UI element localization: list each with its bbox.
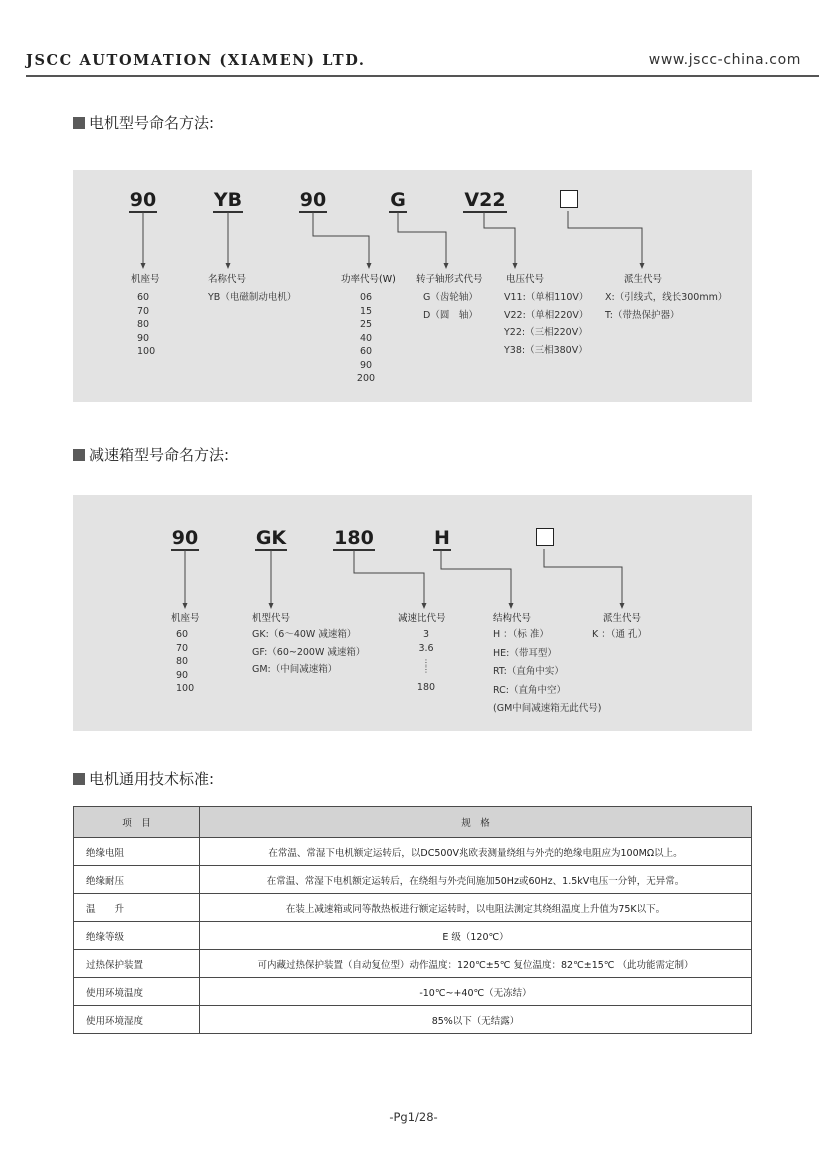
list-item: HE:（带耳型） bbox=[493, 647, 557, 659]
list-item: 200 bbox=[356, 373, 376, 384]
list-item: 70 bbox=[137, 305, 150, 317]
column-header-spec: 规 格 bbox=[200, 807, 752, 838]
list-item: GM:（中间减速箱） bbox=[252, 664, 338, 675]
motor-spec-table bbox=[73, 806, 752, 1034]
list-item: RT:（直角中实） bbox=[493, 666, 564, 677]
list-item: RC:（直角中空） bbox=[493, 684, 566, 696]
gearbox-code-type: GK bbox=[255, 527, 287, 549]
list-item: G（齿轮轴） bbox=[423, 292, 478, 303]
table-row bbox=[74, 950, 752, 978]
row-item: 绝缘等级 bbox=[74, 922, 200, 950]
list-item: V22:（单相220V） bbox=[504, 309, 589, 321]
list-item: (GM中间减速箱无此代号) bbox=[493, 703, 602, 714]
gearbox-code-frame: 90 bbox=[171, 527, 199, 549]
table-row bbox=[74, 866, 752, 894]
row-spec: -10℃~+40℃（无冻结） bbox=[200, 978, 752, 1006]
list-item: 90 bbox=[176, 669, 189, 681]
gearbox-code-structure: H bbox=[434, 527, 450, 549]
list-item: YB（电磁制动电机） bbox=[208, 292, 297, 303]
gear-derivative-value-list bbox=[592, 628, 647, 642]
label-gear-frame-number: 机座号 bbox=[171, 613, 200, 624]
list-item: X:（引线式，线长300mm） bbox=[605, 292, 728, 303]
list-item: 90 bbox=[137, 332, 150, 344]
gear-structure-value-list bbox=[493, 628, 601, 716]
table-row bbox=[74, 1006, 752, 1034]
square-bullet-icon bbox=[73, 773, 85, 785]
motor-spec-heading bbox=[73, 768, 214, 789]
ellipsis-vertical-icon: ⋮ ⋮ bbox=[422, 658, 430, 674]
label-name-code: 名称代号 bbox=[208, 274, 247, 285]
gearbox-code-ratio: 180 bbox=[334, 527, 374, 549]
company-name: JSCC AUTOMATION (XIAMEN) LTD. bbox=[26, 52, 366, 69]
list-item: 90 bbox=[359, 359, 373, 371]
list-item: Y38:（三相380V） bbox=[504, 344, 588, 356]
table-row bbox=[74, 978, 752, 1006]
list-item: 60 bbox=[359, 346, 373, 357]
list-item: D（圆 轴） bbox=[423, 309, 478, 321]
website-url: www.jscc-china.com bbox=[648, 52, 801, 68]
list-item: V11:（单相110V） bbox=[504, 292, 589, 303]
list-item: 40 bbox=[359, 332, 373, 344]
list-item: 180 bbox=[416, 682, 436, 693]
list-item: 06 bbox=[359, 292, 373, 303]
motor-naming-title: 电机型号命名方法: bbox=[89, 114, 215, 132]
row-item: 过热保护装置 bbox=[74, 950, 200, 978]
list-item: GF:（60~200W 减速箱） bbox=[252, 646, 366, 658]
list-item: 15 bbox=[359, 305, 373, 317]
label-gear-structure-code: 结构代号 bbox=[493, 613, 532, 624]
label-shaft-code: 转子轴形式代号 bbox=[416, 274, 483, 285]
page-number: -Pg1/28- bbox=[389, 1110, 438, 1124]
table-header-row bbox=[74, 807, 752, 838]
row-spec: 在常温、常湿下电机额定运转后，以DC500V兆欧表测量绕组与外壳的绝缘电阻应为100MΩ以上。 bbox=[200, 838, 752, 866]
row-spec: E 级（120℃） bbox=[200, 922, 752, 950]
row-item: 绝缘耐压 bbox=[74, 866, 200, 894]
list-item: H ：（标 准） bbox=[493, 629, 549, 640]
label-power-code: 功率代号(W) bbox=[341, 274, 396, 285]
list-item: 80 bbox=[137, 319, 150, 330]
motor-code-power: 90 bbox=[299, 189, 327, 211]
row-spec: 可内藏过热保护装置（自动复位型）动作温度：120℃±5℃ 复位温度：82℃±15℃ （此功能需定制） bbox=[200, 950, 752, 978]
row-spec: 85%以下（无结露） bbox=[200, 1006, 752, 1034]
gear-ratio-value-list bbox=[412, 628, 440, 695]
column-header-item: 项 目 bbox=[74, 807, 200, 838]
list-item: 3 bbox=[422, 629, 430, 640]
list-item: 80 bbox=[176, 656, 189, 667]
label-gear-type-code: 机型代号 bbox=[252, 613, 291, 624]
row-item: 绝缘电阻 bbox=[74, 838, 200, 866]
motor-code-frame: 90 bbox=[129, 189, 157, 211]
list-item: 70 bbox=[176, 642, 189, 654]
list-item: 25 bbox=[359, 319, 373, 330]
list-item: K ：（通 孔） bbox=[592, 629, 648, 640]
table-row bbox=[74, 894, 752, 922]
list-item: Y22:（三相220V） bbox=[504, 327, 588, 338]
motor-code-name: YB bbox=[213, 189, 243, 211]
row-item: 温 升 bbox=[74, 894, 200, 922]
label-gear-derivative-code: 派生代号 bbox=[603, 613, 642, 624]
label-frame-number: 机座号 bbox=[131, 274, 160, 285]
label-derivative-code: 派生代号 bbox=[624, 274, 663, 285]
list-item: 60 bbox=[176, 629, 189, 640]
list-item: 60 bbox=[137, 292, 150, 303]
list-item: 100 bbox=[137, 346, 156, 357]
list-item: 3.6 bbox=[418, 642, 434, 654]
row-item: 使用环境温度 bbox=[74, 978, 200, 1006]
gearbox-naming-title: 减速箱型号命名方法: bbox=[89, 446, 230, 464]
gear-frame-value-list bbox=[176, 628, 194, 696]
list-item: 100 bbox=[176, 683, 195, 694]
label-voltage-code: 电压代号 bbox=[506, 274, 545, 285]
motor-code-voltage: V22 bbox=[464, 189, 506, 211]
table-row bbox=[74, 838, 752, 866]
row-spec: 在装上减速箱或同等散热板进行额定运转时，以电阻法测定其绕组温度上升值为75K以下。 bbox=[200, 894, 752, 922]
list-item: GK:（6～40W 减速箱） bbox=[252, 629, 357, 640]
motor-spec-title: 电机通用技术标准: bbox=[89, 770, 215, 788]
table-row bbox=[74, 922, 752, 950]
label-gear-ratio-code: 减速比代号 bbox=[398, 613, 446, 624]
row-item: 使用环境湿度 bbox=[74, 1006, 200, 1034]
list-item: T:（带热保护器） bbox=[605, 309, 680, 321]
row-spec: 在常温、常湿下电机额定运转后，在绕组与外壳间施加50Hz或60Hz、1.5kV电压一分钟，无异常。 bbox=[200, 866, 752, 894]
gear-type-value-list bbox=[252, 628, 365, 677]
motor-code-shaft: G bbox=[390, 189, 406, 211]
